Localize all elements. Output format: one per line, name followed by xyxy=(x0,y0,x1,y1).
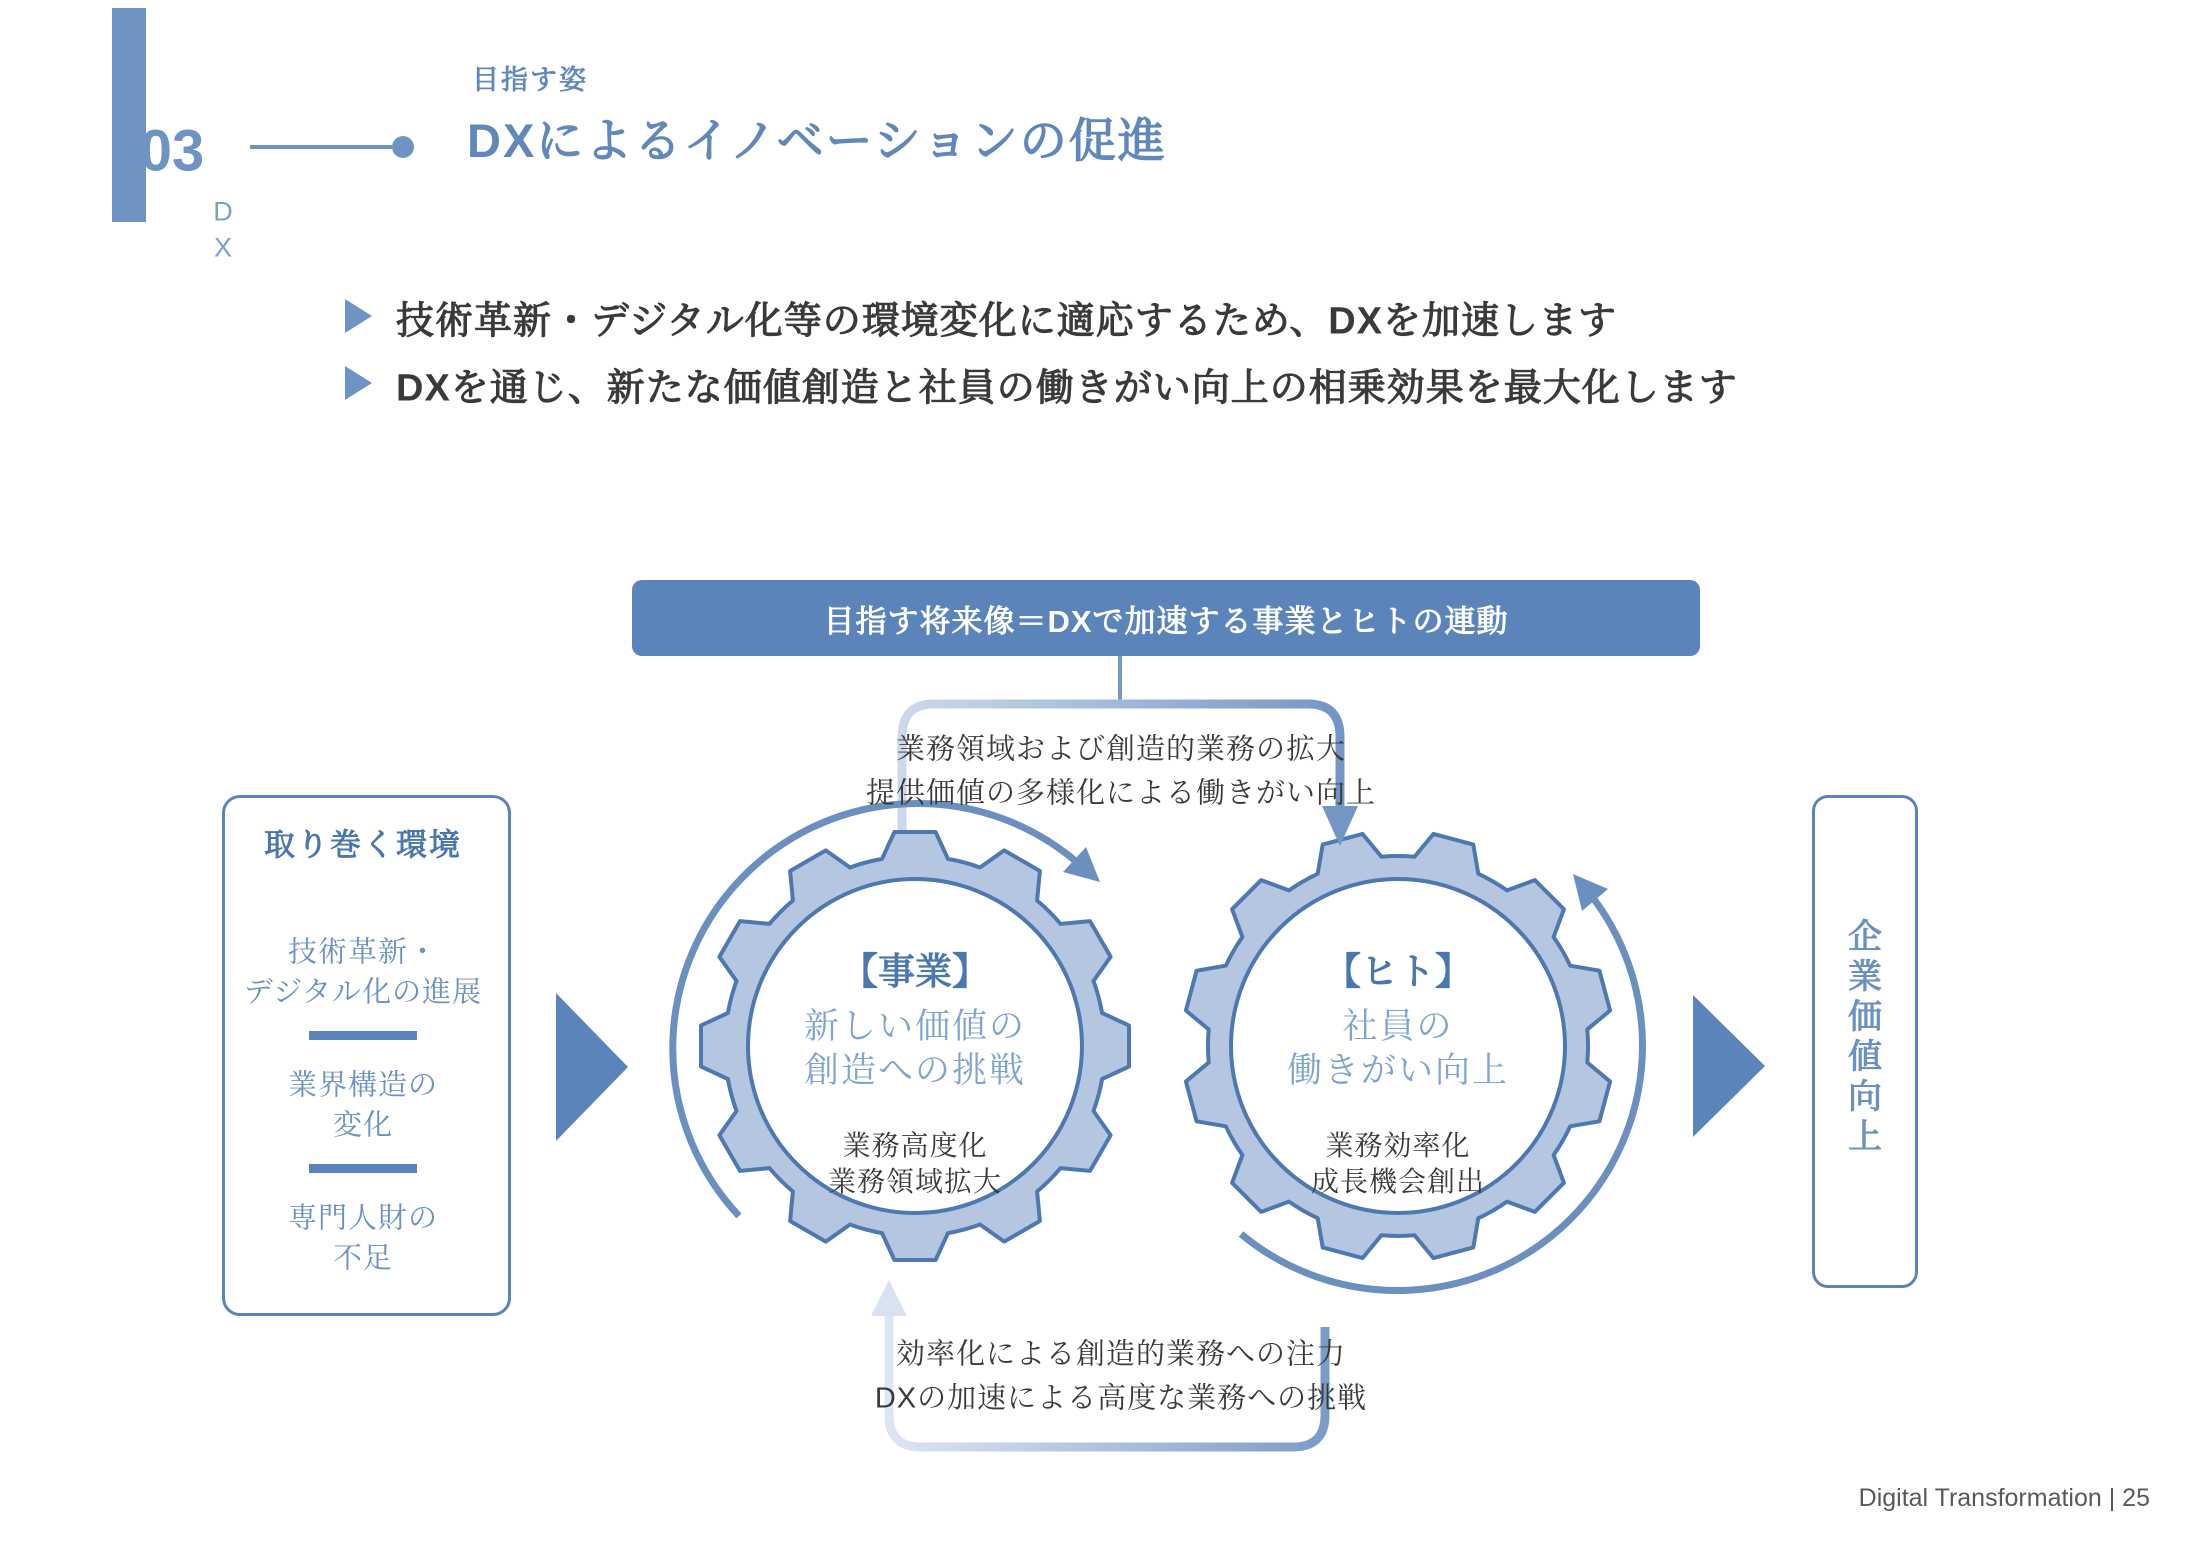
page-footer: Digital Transformation | 25 xyxy=(1858,1484,2150,1512)
section-rule-line xyxy=(250,145,392,149)
environment-item-line: 技術革新・ xyxy=(287,936,439,969)
gear-people-sub-line: 成長機会創出 xyxy=(1310,1166,1486,1197)
gear-people-sub-line: 業務効率化 xyxy=(1325,1130,1471,1161)
gear-people-heading: 【ヒト】 xyxy=(1324,951,1472,992)
environment-item-line: 業界構造の xyxy=(287,1069,439,1102)
top-flow-line-1: 業務領域および創造的業務の拡大 xyxy=(895,733,1347,766)
flow-arrow-right-icon xyxy=(1693,995,1765,1137)
bottom-flow-line-1: 効率化による創造的業務への注力 xyxy=(895,1338,1347,1371)
vision-banner xyxy=(632,580,1700,656)
gear-business-sub-line: 業務高度化 xyxy=(842,1130,988,1161)
bullet-triangle-icon xyxy=(345,299,372,333)
environment-box-title: 取り巻く環境 xyxy=(264,827,462,863)
gear-people-body-line: 社員の xyxy=(1342,1007,1454,1046)
gear-business-sub-line: 業務領域拡大 xyxy=(827,1166,1003,1197)
bullet-item: 技術革新・デジタル化等の環境変化に適応するため、DXを加速します xyxy=(396,300,1617,343)
outcome-box-label: 企業価値向上 xyxy=(1842,918,1881,1158)
bullet-triangle-icon xyxy=(345,366,372,400)
environment-item-line: デジタル化の進展 xyxy=(243,976,483,1009)
environment-divider xyxy=(309,1164,417,1173)
environment-item-line: 不足 xyxy=(332,1242,394,1275)
section-tag-line-2: X xyxy=(213,232,233,263)
environment-divider xyxy=(309,1031,417,1040)
bullet-item: DXを通じ、新たな価値創造と社員の働きがい向上の相乗効果を最大化します xyxy=(396,367,1738,410)
gear-business-heading: 【事業】 xyxy=(841,951,989,992)
section-rule-dot-icon xyxy=(392,136,414,158)
bottom-flow-line-2: DXの加速による高度な業務への挑戦 xyxy=(874,1382,1368,1415)
slide-eyebrow: 目指す姿 xyxy=(472,65,588,95)
flow-arrow-left-icon xyxy=(556,993,628,1141)
environment-item-line: 専門人財の xyxy=(287,1202,439,1235)
vision-banner-label: 目指す将来像＝DXで加速する事業とヒトの連動 xyxy=(823,603,1509,639)
page-title: DXによるイノベーションの促進 xyxy=(467,114,1167,167)
gear-business-body-line: 創造への挑戦 xyxy=(803,1051,1027,1090)
section-accent-bar xyxy=(112,8,146,222)
gear-people-body-line: 働きがい向上 xyxy=(1286,1051,1510,1090)
bottom-connector-arrowhead-icon xyxy=(871,1280,907,1316)
section-number: 03 xyxy=(139,118,205,184)
section-tag-line-1: D xyxy=(213,196,233,227)
environment-item-line: 変化 xyxy=(332,1109,394,1142)
gear-business-body-line: 新しい価値の xyxy=(803,1007,1027,1046)
top-flow-line-2: 提供価値の多様化による働きがい向上 xyxy=(865,777,1377,810)
